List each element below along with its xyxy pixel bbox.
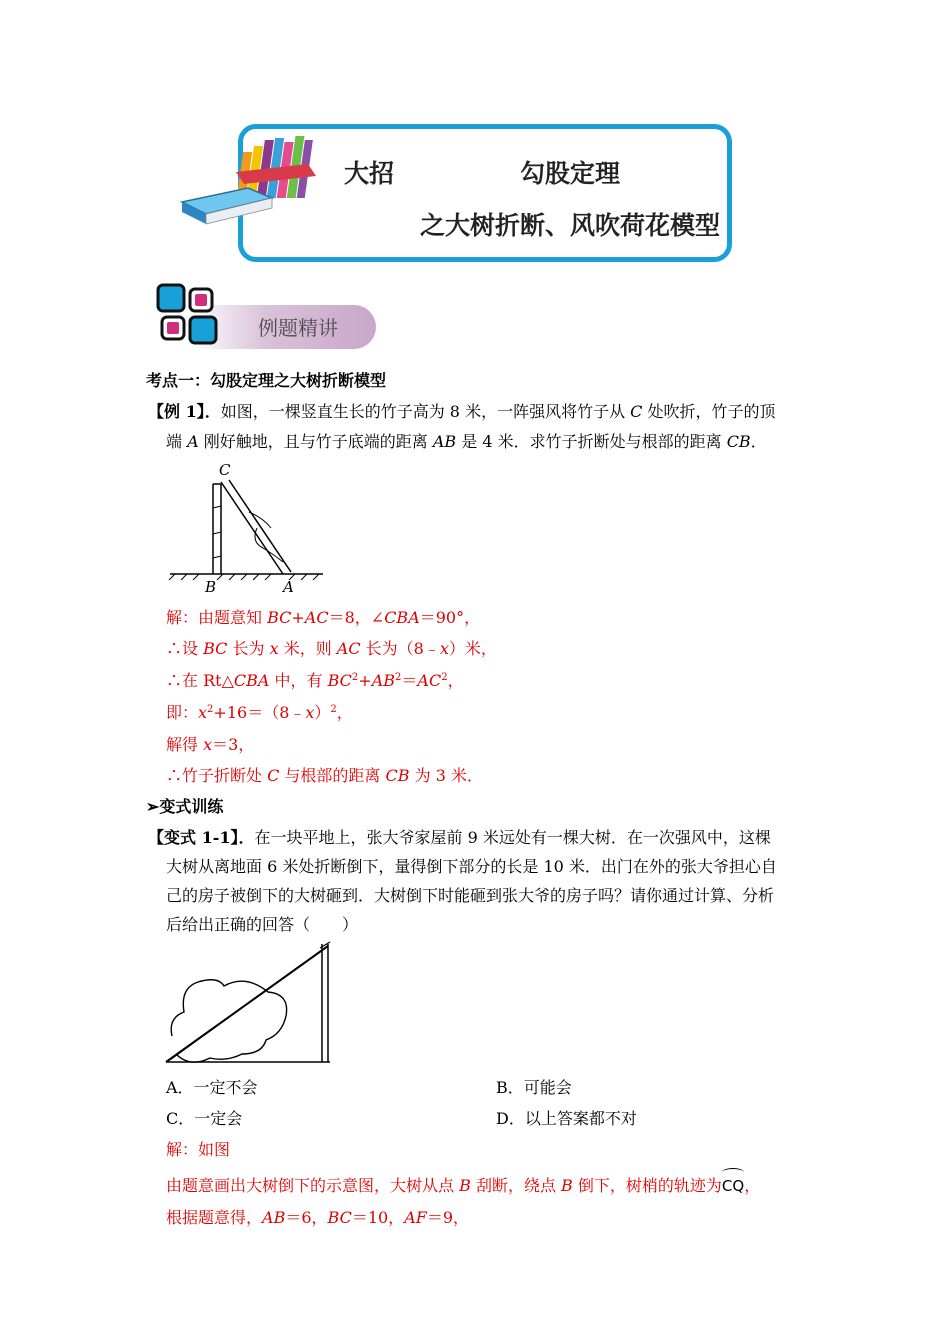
tree-figure bbox=[160, 940, 335, 1068]
kaodian-title: 考点一：勾股定理之大树折断模型 bbox=[146, 371, 387, 390]
variant1-line1: 【变式 1-1】．在一块平地上，张大爷家屋前 9 米远处有一棵大树．在一次强风中，这棵 bbox=[148, 828, 771, 847]
option-d[interactable]: D．以上答案都不对 bbox=[496, 1109, 637, 1128]
variant1-line2: 大树从离地面 6 米处折断倒下，量得倒下部分的长是 10 米．出门在外的张大爷担心自 bbox=[166, 857, 777, 876]
banner-subtitle: 之大树折断、风吹荷花模型 bbox=[420, 211, 721, 240]
option-b[interactable]: B．可能会 bbox=[496, 1078, 572, 1097]
bamboo-figure bbox=[165, 458, 330, 598]
variant-heading: ➢变式训练 bbox=[146, 797, 224, 816]
banner-big-move: 大招 bbox=[344, 159, 395, 188]
banner-topic: 勾股定理 bbox=[520, 159, 621, 188]
solution1-step3: ∴在 Rt△CBA 中，有 $BC^2+AB^2=AC^2$， bbox=[166, 671, 464, 690]
grid-icon bbox=[154, 281, 224, 351]
books-icon bbox=[176, 132, 336, 232]
variant1-line4: 后给出正确的回答（ ） bbox=[166, 915, 359, 934]
example1-line1: 【例 1】．如图，一棵竖直生长的竹子高为 8 米，一阵强风将竹子从 C 处吹折，竹子的顶 bbox=[148, 402, 776, 421]
example1-line2: 端 A 刚好触地，且与竹子底端的距离 AB 是 4 米．求竹子折断处与根部的距离 CB． bbox=[166, 432, 767, 451]
arc-cq: CQ bbox=[722, 1176, 744, 1196]
option-c[interactable]: C．一定会 bbox=[166, 1109, 243, 1128]
solution2-step3: 根据题意得，AB＝6，BC＝10，AF＝9， bbox=[166, 1208, 470, 1227]
solution1-step4: 即：$x^2+16=(8﹣x)^2$， bbox=[166, 703, 353, 722]
solution1-step6: ∴竹子折断处 C 与根部的距离 CB 为 3 米． bbox=[166, 766, 483, 785]
solution2-step2: 由题意画出大树倒下的示意图，大树从点 B 刮断，绕点 B 倒下，树梢的轨迹为 CQ， bbox=[166, 1176, 760, 1196]
section-badge-label: 例题精讲 bbox=[258, 316, 338, 340]
label-B: B bbox=[205, 578, 217, 596]
label-C: C bbox=[219, 461, 231, 479]
solution1-step1: 解：由题意知 BC+AC＝8，∠CBA＝90°， bbox=[166, 608, 481, 627]
variant1-line3: 己的房子被倒下的大树砸到．大树倒下时能砸到张大爷的房子吗？请你通过计算、分析 bbox=[166, 886, 775, 905]
label-A: A bbox=[283, 578, 294, 596]
solution1-step5: 解得 x＝3， bbox=[166, 735, 255, 754]
solution1-step2: ∴设 BC 长为 x 米，则 AC 长为（8﹣x）米， bbox=[166, 639, 497, 658]
option-a[interactable]: A．一定不会 bbox=[166, 1078, 258, 1097]
solution2-step1: 解：如图 bbox=[166, 1140, 231, 1159]
